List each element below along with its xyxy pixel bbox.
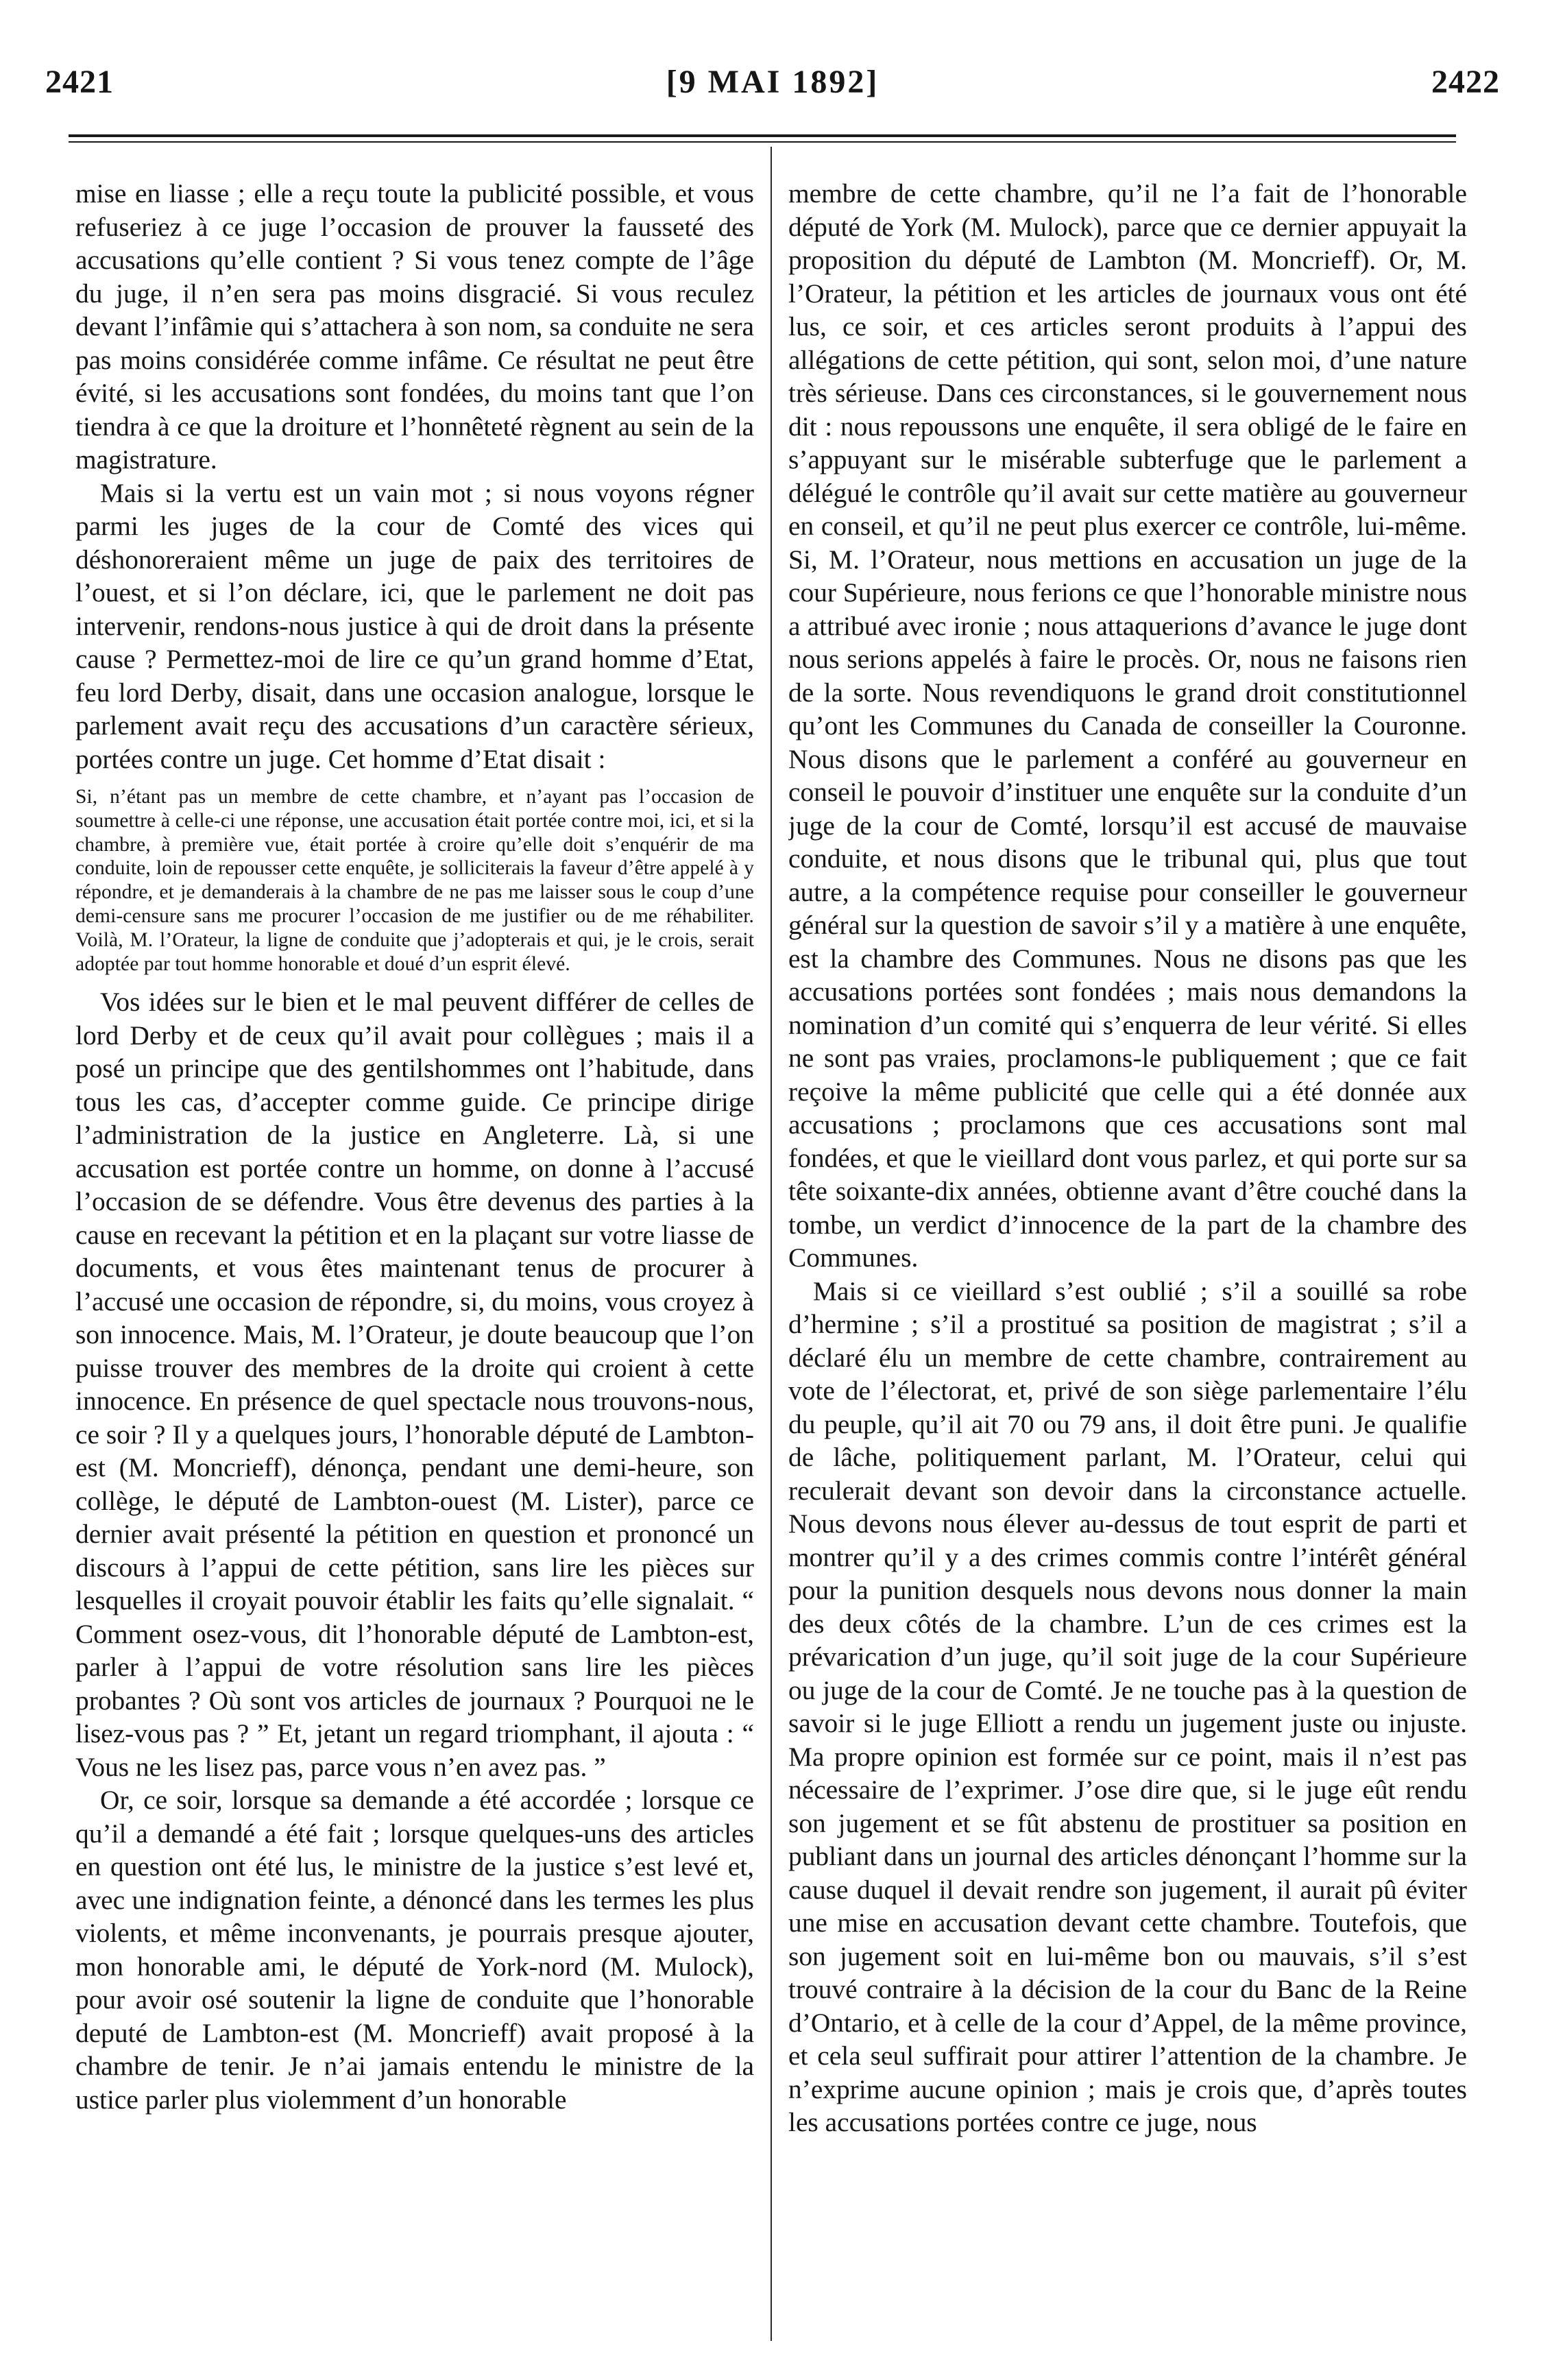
page-number-left: 2421 xyxy=(45,64,114,100)
page-date-title: [9 MAI 1892] xyxy=(666,64,880,100)
derby-quotation: Si, n’étant pas un membre de cette chambre, et n’ayant pas l’occasion de soumettre à celle-ci une réponse, une accusation était portée contre moi, ici, et si la chambre, à première vue, était portée à croire qu’elle doit s’enquérir de ma conduite, loin de repousser cette enquête, je solliciterais la faveur d’être appelé à y répondre, et je demanderais à la chambre de ne pas me laisser sous le coup d’une demi-censure sans me procurer l’occasion de me justifier ou de me réhabiliter. Voilà, M. l’Orateur, la ligne de conduite que j’adopterais et qui, je le crois, serait adoptée par tout homme honorable et doué d’un esprit élevé. xyxy=(75,786,754,975)
left-column xyxy=(75,177,754,2351)
right-paragraph-1: membre de cette chambre, qu’il ne l’a fait de l’honorable député de York (M. Mulock), parce que ce dernier appuyait la proposition du député de Lambton (M. Moncrieff). Or, M. l’Orateur, la pétition et les articles de journaux vous ont été lus, ce soir, et ces articles seront produits à l’appui des allégations de cette pétition, qui sont, selon moi, d’une nature très sérieuse. Dans ces circonstances, si le gouvernement nous dit : nous repoussons une enquête, il sera obligé de le faire en s’appuyant sur le misérable subterfuge que le parlement a délégué le contrôle qu’il avait sur cette matière au gouverneur en conseil, et qu’il ne peut plus exercer ce contrôle, lui-même. Si, M. l’Orateur, nous mettions en accusation un juge de la cour Supérieure, nous ferions ce que l’honorable ministre nous a attribué avec ironie ; nous attaquerions d’avance le juge dont nous serions appelés à faire le procès. Or, nous ne faisons rien de la sorte. Nous revendiquons le grand droit constitutionnel qu’ont les Communes du Canada de conseiller la Couronne. Nous disons que le parlement a conféré au gouverneur en conseil le pouvoir d’instituer une enquête sur la conduite d’un juge de la cour de Comté, lorsqu’il est accusé de mauvaise conduite, et nous disons que le tribunal qui, plus que tout autre, a la compétence requise pour conseiller le gouverneur général sur la question de savoir s’il y a matière à une enquête, est la chambre des Communes. Nous ne disons pas que les accusations portées sont fondées ; mais nous demandons la nomination d’un comité qui s’enquerra de leur vérité. Si elles ne sont pas vraies, proclamons-le publiquement ; que ce fait reçoive la même publicité que celle qui a été donnée aux accusations ; proclamons que ces accusations sont mal fondées, et que le vieillard dont vous parlez, et qui porte sur sa tête soixante-dix années, obtienne avant d’être couché dans la tombe, un verdict d’innocence de la part de la chambre des Communes. xyxy=(788,178,1467,1273)
left-paragraph-1: mise en liasse ; elle a reçu toute la publicité possible, et vous refuseriez à ce juge l’occasion de prouver la fausseté des accusations qu’elle contient ? Si vous tenez compte de l’âge du juge, il n’en sera pas moins disgracié. Si vous reculez devant l’infâmie qui s’attachera à son nom, sa conduite ne sera pas moins considérée comme infâme. Ce résultat ne peut être évité, si les accusations sont fondées, du moins tant que l’on tiendra à ce que la droiture et l’honnêteté règnent au sein de la magistrature. xyxy=(75,178,754,474)
right-column xyxy=(788,177,1467,2351)
column-divider xyxy=(771,147,772,2341)
header-rule-thick xyxy=(69,134,1456,137)
page-number-right: 2422 xyxy=(1431,64,1500,100)
left-paragraph-3: Vos idées sur le bien et le mal peuvent différer de celles de lord Derby et de ceux qu’il avait pour collègues ; mais il a posé un principe que des gentilshommes ont l’habitude, dans tous les cas, d’accepter comme guide. Ce principe dirige l’administration de la justice en Angleterre. Là, si une accusation est portée contre un homme, on donne à l’accusé l’occasion de se défendre. Vous être devenus des parties à la cause en recevant la pétition et en la plaçant sur votre liasse de documents, et vous êtes maintenant tenus de procurer à l’accusé une occasion de répondre, si, du moins, vous croyez à son innocence. Mais, M. l’Orateur, je doute beaucoup que l’on puisse trouver des membres de la droite qui croient à cette innocence. En présence de quel spectacle nous trouvons-nous, ce soir ? Il y a quelques jours, l’honorable député de Lambton-est (M. Moncrieff), dénonça, pendant une demi-heure, son collège, le député de Lambton-ouest (M. Lister), parce ce dernier avait présenté la pétition en question et prononcé un discours à l’appui de cette pétition, sans lire les pièces sur lesquelles il croyait pouvoir établir les faits qu’elle signalait. “ Comment osez-vous, dit l’honorable député de Lambton-est, parler à l’appui de votre résolution sans lire les pièces probantes ? Où sont vos articles de journaux ? Pourquoi ne le lisez-vous pas ? ” Et, jetant un regard triomphant, il ajouta : “ Vous ne les lisez pas, parce vous n’en avez pas. ” xyxy=(75,987,754,1782)
left-paragraph-4: Or, ce soir, lorsque sa demande a été accordée ; lorsque ce qu’il a demandé a été fait ; lorsque quelques-uns des articles en question ont été lus, le ministre de la justice s’est levé et, avec une indignation feinte, a dénoncé dans les termes les plus violents, et même inconvenants, je pourrais presque ajouter, mon honorable ami, le député de York-nord (M. Mulock), pour avoir osé soutenir la ligne de conduite que l’honorable deputé de Lambton-est (M. Moncrieff) avait proposé à la chambre de tenir. Je n’ai jamais entendu le ministre de la ustice parler plus violemment d’un honorable xyxy=(75,1785,754,2115)
page-header xyxy=(45,63,1500,111)
header-rule-thin xyxy=(69,141,1456,143)
right-paragraph-2: Mais si ce vieillard s’est oublié ; s’il a souillé sa robe d’hermine ; s’il a prostitué sa position de magistrat ; s’il a déclaré élu un membre de cette chambre, contrairement au vote de l’électorat, et, privé de son siège parlementaire l’élu du peuple, qu’il ait 70 ou 79 ans, il doit être puni. Je qualifie de lâche, politiquement parlant, M. l’Orateur, celui qui reculerait devant son devoir dans la circonstance actuelle. Nous devons nous élever au-dessus de tout esprit de parti et montrer qu’il y a des crimes commis contre l’intérêt général pour la punition desquels nous devons nous donner la main des deux côtés de la chambre. L’un de ces crimes est la prévarication d’un juge, qu’il soit juge de la cour Supérieure ou juge de la cour de Comté. Je ne touche pas à la question de savoir si le juge Elliott a rendu un jugement juste ou injuste. Ma propre opinion est formée sur ce point, mais il n’est pas nécessaire de l’exprimer. J’ose dire que, si le juge eût rendu son jugement et se fût abstenu de prostituer sa position en publiant dans un journal des articles dénonçant l’homme sur la cause duquel il devait rendre son jugement, il aurait pû éviter une mise en accusation devant cette chambre. Toutefois, que son jugement soit en lui-même bon ou mauvais, s’il s’est trouvé contraire à la décision de la cour du Banc de la Reine d’Ontario, et à celle de la cour d’Appel, de la même province, et cela seul suffirait pour attirer l’attention de la chambre. Je n’exprime aucune opinion ; mais je crois que, d’après toutes les accusations portées contre ce juge, nous xyxy=(788,1275,1467,2137)
left-paragraph-2: Mais si la vertu est un vain mot ; si nous voyons régner parmi les juges de la cour de Comté des vices qui déshonoreraient même un juge de paix des territoires de l’ouest, et si l’on déclare, ici, que le parlement ne doit pas intervenir, rendons-nous justice à qui de droit dans la présente cause ? Permettez-moi de lire ce qu’un grand homme d’Etat, feu lord Derby, disait, dans une occasion analogue, lorsque le parlement avait reçu des accusations d’un caractère sérieux, portées contre un juge. Cet homme d’Etat disait : xyxy=(75,477,754,774)
